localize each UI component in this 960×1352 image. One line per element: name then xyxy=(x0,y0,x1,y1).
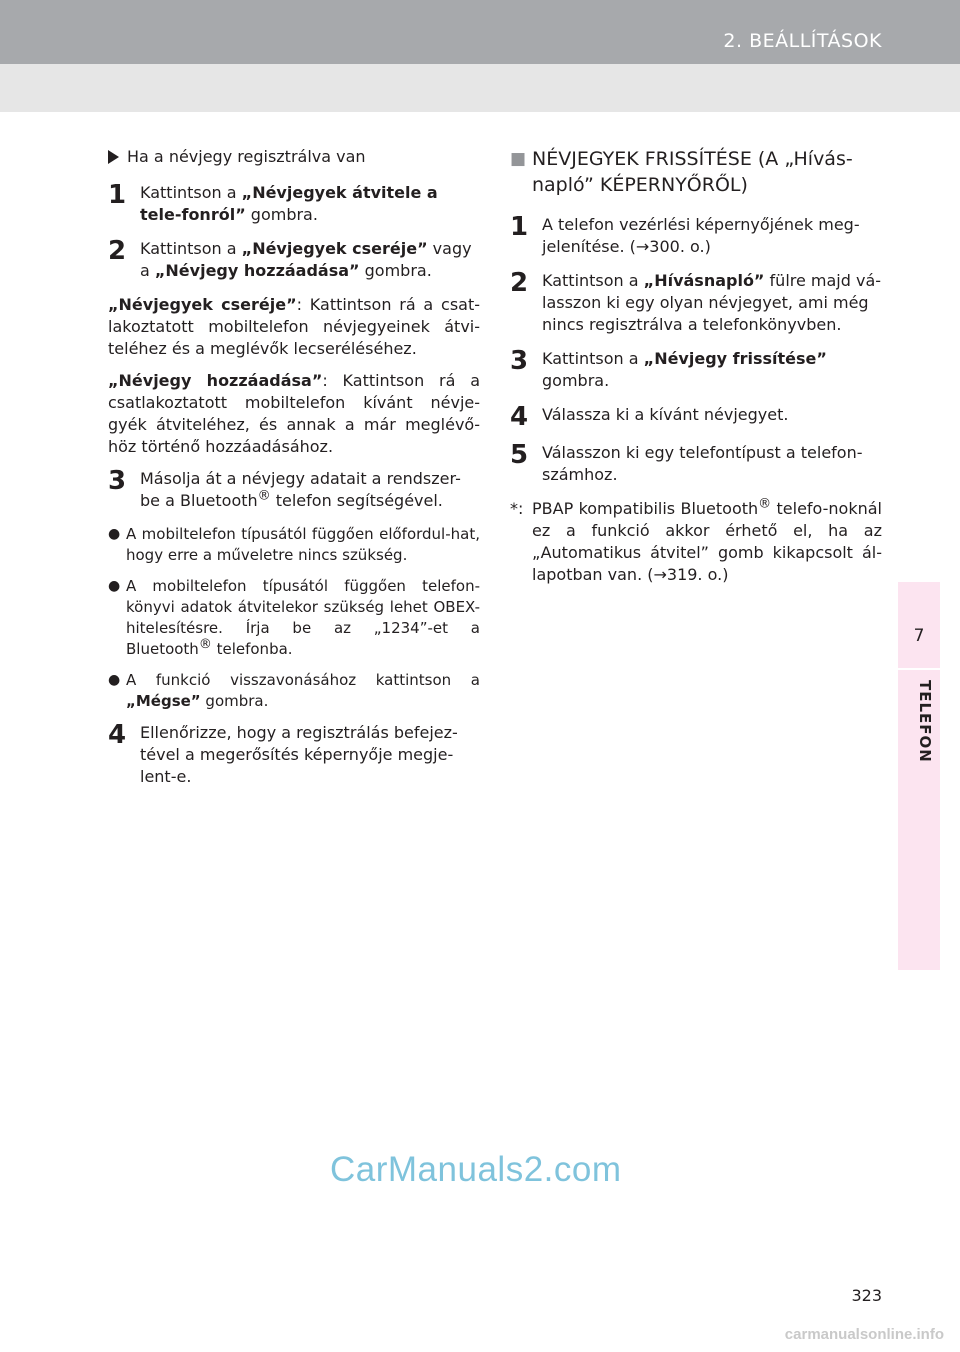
right-column xyxy=(510,146,882,586)
footnote-text-post: telefo-noknál ez a funkció akkor érhető el, ha az „Automatikus átvitel” gomb kikapcsolt ál-lapotban van. (→319. o.) xyxy=(532,499,883,584)
bullet-text: A mobiltelefon típusától függően előfordul-hat, hogy erre a műveletre nincs szükség. xyxy=(126,525,480,564)
bullet-dot-icon: ● xyxy=(108,526,121,542)
bullet-2 xyxy=(108,576,480,660)
paragraph-text: : Kattintson rá a csatlakoztatott mobiltelefon kívánt névje-gyék átviteléhez, és annak a már meglévő-höz történő hozzáadásához. xyxy=(108,371,480,456)
step-text-pre: Kattintson a xyxy=(140,183,242,202)
step-number: 3 xyxy=(108,466,127,496)
bullet-1 xyxy=(108,524,480,566)
step-number: 4 xyxy=(108,720,127,750)
step-text: Ellenőrizze, hogy a regisztrálás befejez-tével a megerősítés képernyője megje-lent-e. xyxy=(140,723,458,786)
step-3 xyxy=(108,468,480,512)
footnote-mark: *: xyxy=(510,499,524,518)
step-text-pre: Kattintson a xyxy=(542,271,644,290)
paragraph-add xyxy=(108,370,480,458)
chapter-label: TELEFON xyxy=(916,680,934,763)
step-text xyxy=(542,348,882,392)
step-number: 2 xyxy=(510,268,529,298)
footnote-text-pre: PBAP kompatibilis Bluetooth xyxy=(532,499,759,518)
step-text xyxy=(542,270,882,336)
watermark: CarManuals2.com xyxy=(330,1150,622,1189)
step-number: 3 xyxy=(510,346,529,376)
registered-mark: ® xyxy=(198,637,212,652)
paragraph-term: „Névjegyek cseréje” xyxy=(108,295,297,314)
step-text-post: gombra. xyxy=(245,205,318,224)
step-text: Válassza ki a kívánt névjegyet. xyxy=(542,405,789,424)
step-4 xyxy=(108,722,480,788)
bullet-3 xyxy=(108,670,480,712)
step-2 xyxy=(510,270,882,336)
left-column xyxy=(108,146,480,800)
step-text-bold: „Névjegy frissítése” xyxy=(643,349,827,368)
step-1 xyxy=(510,214,882,258)
step-text-post: fülre majd vá-lasszon ki egy olyan névjegyet, ami még nincs regisztrálva a telefonkönyvben. xyxy=(542,271,882,334)
step-number: 2 xyxy=(108,236,127,266)
lead-line xyxy=(108,146,480,168)
section-title: 2. BEÁLLÍTÁSOK xyxy=(723,30,882,52)
registered-mark: ® xyxy=(758,496,772,512)
chapter-number: 7 xyxy=(913,626,925,646)
step-text xyxy=(140,468,480,512)
step-text-bold: „Hívásnapló” xyxy=(643,271,765,290)
heading-text: NÉVJEGYEK FRISSÍTÉSE (A „Hívás-napló” KÉPERNYŐRŐL) xyxy=(532,148,853,196)
lead-text: Ha a névjegy regisztrálva van xyxy=(127,147,366,166)
section-heading xyxy=(510,146,882,198)
bullet-text-post: gombra. xyxy=(200,692,269,710)
step-3 xyxy=(510,348,882,392)
bullet-dot-icon: ● xyxy=(108,672,121,688)
triangle-icon xyxy=(108,150,119,164)
step-2 xyxy=(108,238,480,282)
bullet-text xyxy=(126,670,480,712)
registered-mark: ® xyxy=(257,488,271,504)
step-5 xyxy=(510,442,882,486)
bullet-text xyxy=(126,576,480,660)
paragraph-text: : Kattintson rá a csat-lakoztatott mobiltelefon névjegyeinek átvi-teléhez és a meglévők lecseréléséhez. xyxy=(108,295,481,358)
bullet-dot-icon: ● xyxy=(108,578,121,594)
paragraph-term: „Névjegy hozzáadása” xyxy=(108,371,323,390)
step-text xyxy=(140,182,480,226)
step-4 xyxy=(510,404,882,430)
step-text-pre: Kattintson a xyxy=(140,239,242,258)
step-text-post: gombra. xyxy=(542,371,610,390)
step-text-bold: „Névjegyek átvitele a tele-fonról” xyxy=(140,183,438,224)
step-number: 1 xyxy=(108,180,127,210)
footer-site-url: carmanualsonline.info xyxy=(784,1326,944,1343)
step-text xyxy=(140,238,480,282)
step-text-pre: Másolja át a névjegy adatait a rendszer-be a Bluetooth xyxy=(140,469,461,510)
step-text-bold: „Névjegy hozzáadása” xyxy=(154,261,360,280)
step-text: Válasszon ki egy telefontípust a telefon-számhoz. xyxy=(542,443,863,484)
bullet-text-post: telefonba. xyxy=(211,640,293,658)
footnote xyxy=(510,498,882,586)
chapter-tab-divider xyxy=(898,668,940,670)
step-text-bold: „Névjegyek cseréje” xyxy=(241,239,428,258)
square-icon: ■ xyxy=(510,149,527,169)
bullet-text-bold: „Mégse” xyxy=(126,692,201,710)
step-1 xyxy=(108,182,480,226)
page-number: 323 xyxy=(851,1286,882,1305)
step-text-post: gombra. xyxy=(359,261,432,280)
step-text-pre: Kattintson a xyxy=(542,349,644,368)
step-text-mid: vagy a xyxy=(140,239,472,280)
step-number: 4 xyxy=(510,402,529,432)
step-number: 1 xyxy=(510,212,529,242)
step-text-post: telefon segítségével. xyxy=(270,491,443,510)
footnote-text xyxy=(532,498,882,586)
bullet-text-pre: A funkció visszavonásához kattintson a xyxy=(126,671,480,689)
step-number: 5 xyxy=(510,440,529,470)
bullet-text-pre: A mobiltelefon típusától függően telefon-könyvi adatok átvitelekor szükség lehet OBEX-hitelesítésre. Írja be az „1234”-et a Bluetooth xyxy=(126,577,480,658)
paragraph-replace xyxy=(108,294,480,360)
step-text: A telefon vezérlési képernyőjének meg-jelenítése. (→300. o.) xyxy=(542,215,860,256)
